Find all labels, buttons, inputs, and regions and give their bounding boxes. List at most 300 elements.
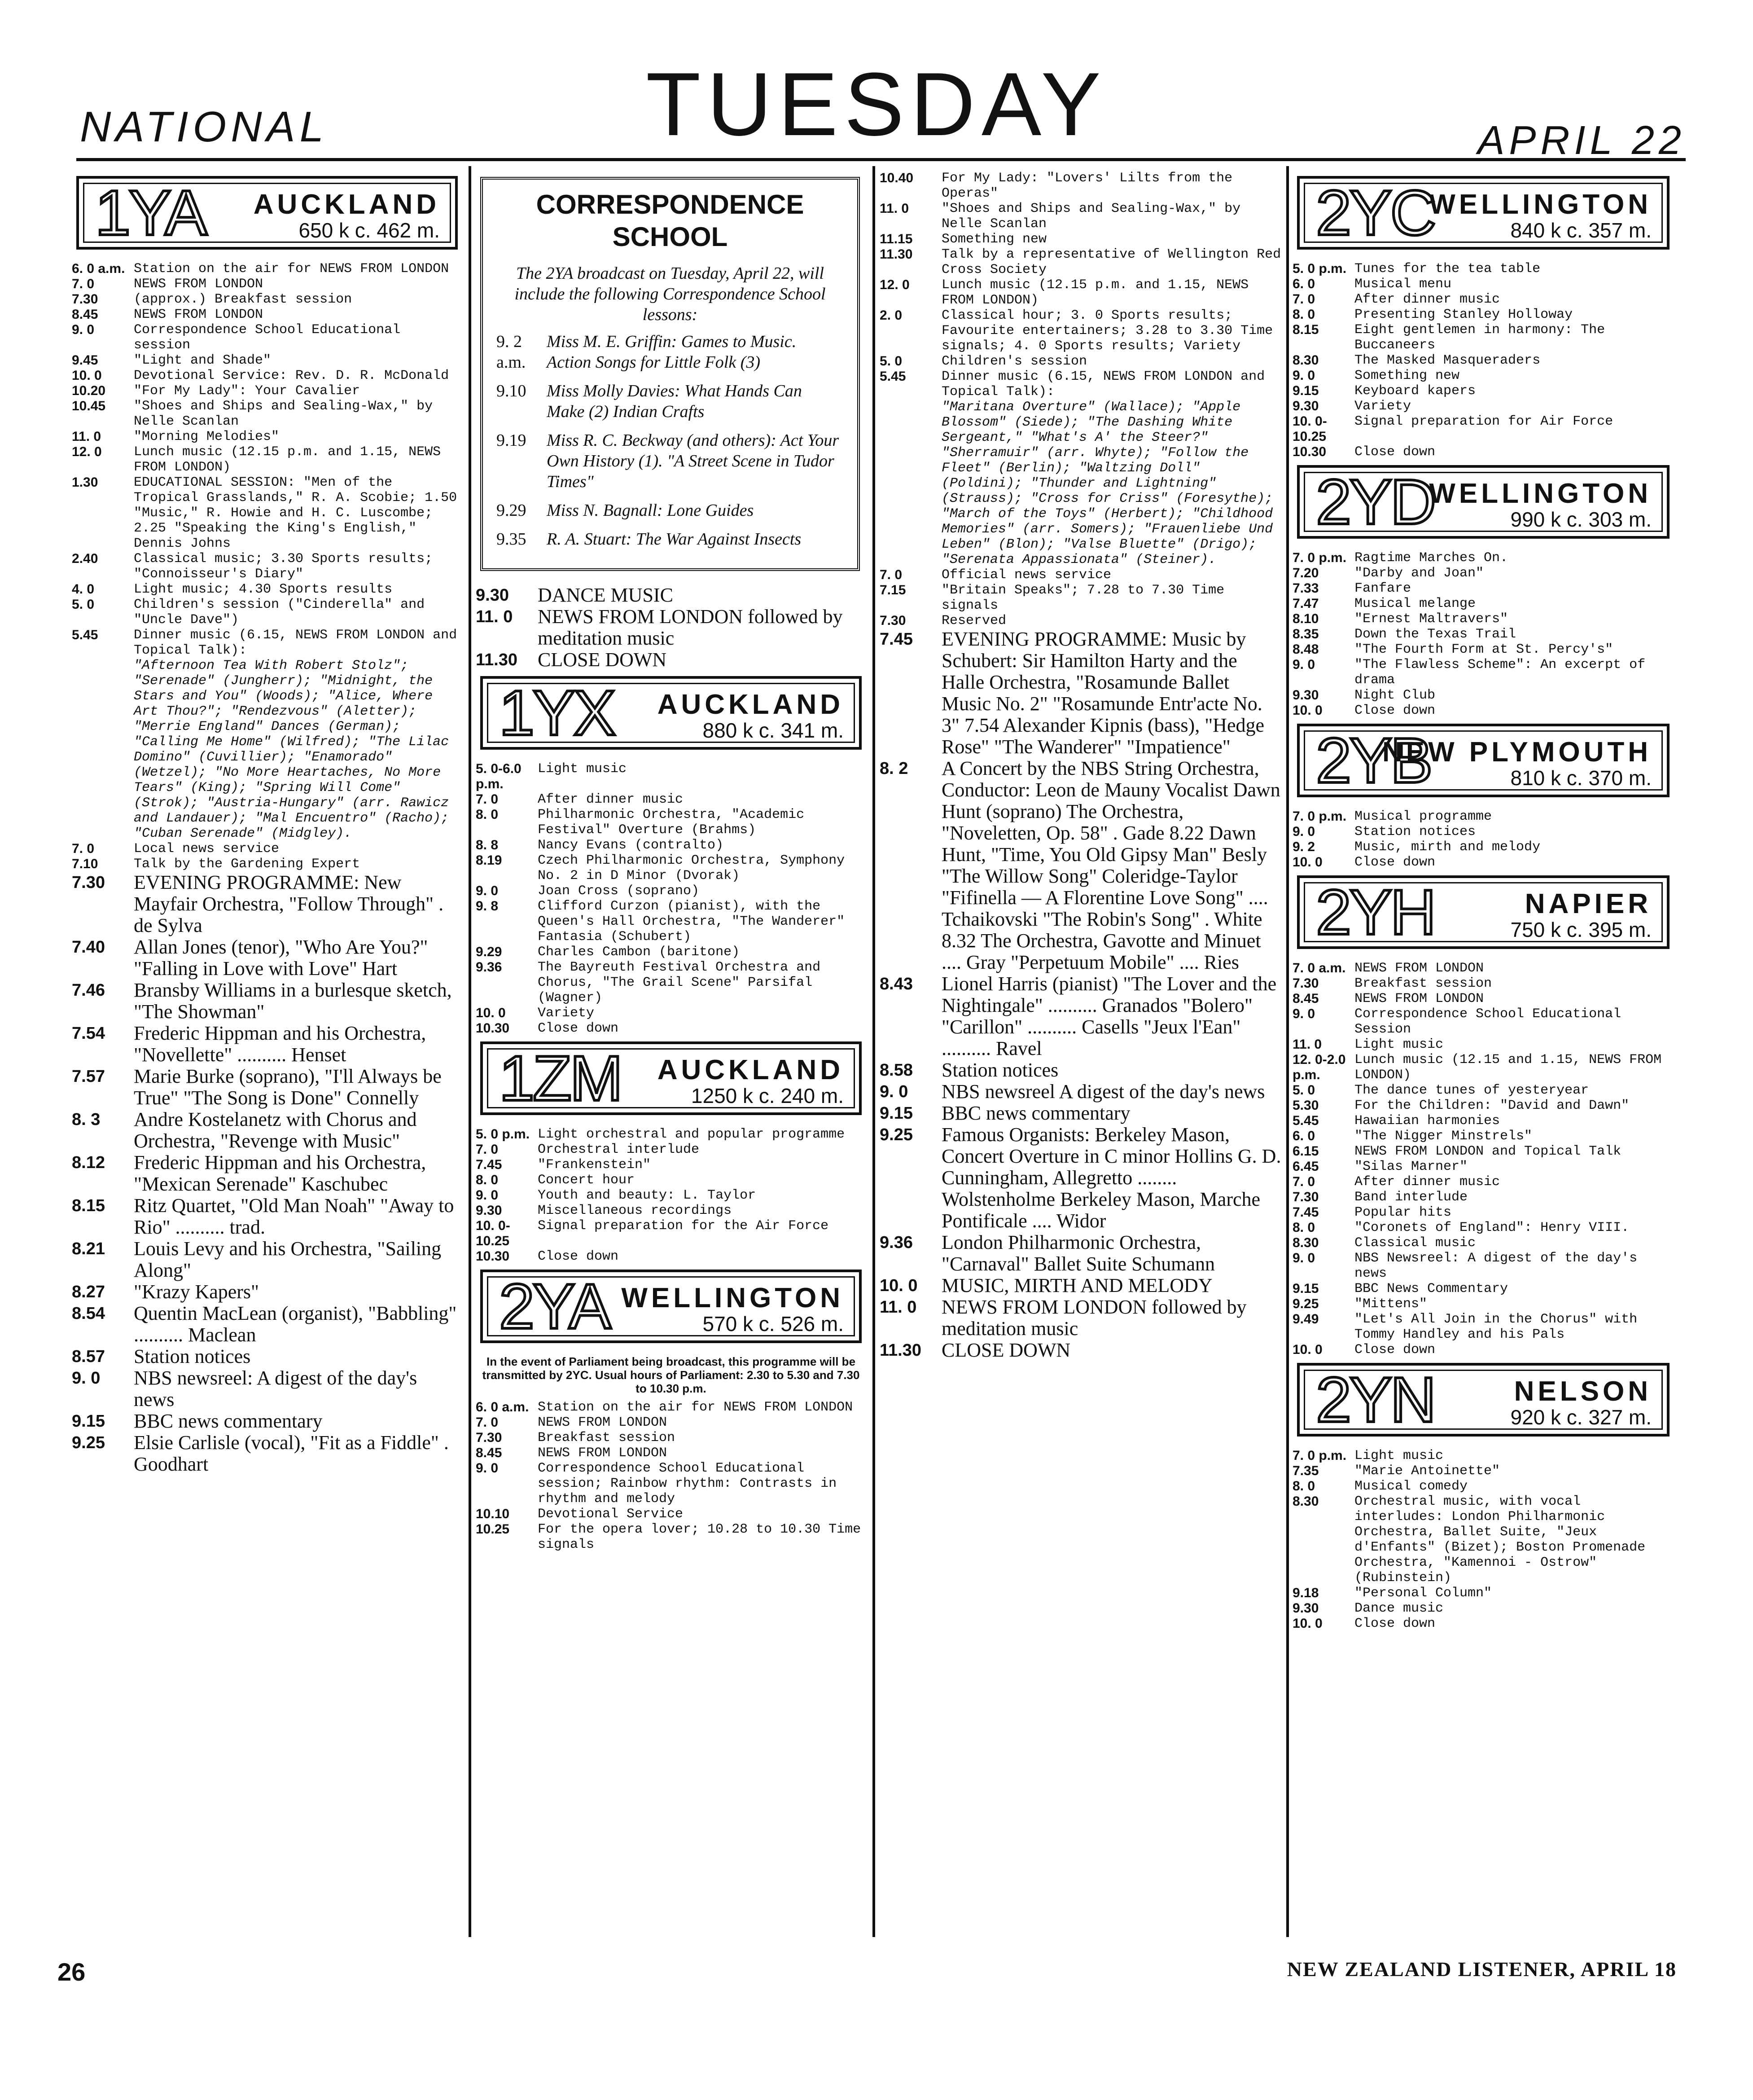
programme-entry bbox=[880, 247, 1284, 277]
programme-entry bbox=[72, 1410, 462, 1432]
programme-text: "The Nigger Minstrels" bbox=[1354, 1129, 1533, 1144]
programme-entry bbox=[72, 368, 462, 383]
programme-text: Variety bbox=[538, 1006, 595, 1021]
programme-entry bbox=[72, 1238, 462, 1281]
programme-text: EVENING PROGRAMME: Music by Schubert: Sir Hamilton Harty and the Halle Orchestra, "Rosamunde Ballet Music No. 2" "Rosamunde Entr'acte No. 3" 7.54 Alexander Kipnis (bass), "Hedge Rose" "The Wanderer" "Impatience" bbox=[942, 628, 1264, 758]
programme-time: 7. 0 a.m. bbox=[1293, 961, 1346, 975]
station-header bbox=[1297, 724, 1670, 797]
programme-text: NBS Newsreel: A digest of the day's news bbox=[1354, 1251, 1638, 1281]
lesson-text: Miss M. E. Griffin: Games to Music. Action Songs for Little Folk (3) bbox=[547, 332, 797, 372]
column-1 bbox=[72, 171, 462, 1475]
column-2 bbox=[476, 171, 866, 1552]
programme-text: Light music; 4.30 Sports results bbox=[134, 582, 393, 597]
lesson-time: 9.10 bbox=[496, 382, 526, 400]
programme-text: Classical music; 3.30 Sports results; "Connoisseur's Diary" bbox=[134, 551, 433, 582]
programme-text: Quentin MacLean (organist), "Babbling" .......... Maclean bbox=[134, 1302, 457, 1346]
programme-text: Breakfast session bbox=[538, 1430, 675, 1445]
programme-text: "Krazy Kapers" bbox=[134, 1281, 259, 1303]
programme-entry bbox=[1293, 596, 1674, 611]
programme-time: 9.25 bbox=[880, 1125, 913, 1144]
programme-text: Fanfare bbox=[1354, 581, 1411, 596]
programme-text: Children's session bbox=[942, 354, 1087, 369]
programme-text: Talk by a representative of Wellington Red Cross Society bbox=[942, 247, 1281, 277]
programme-text: EDUCATIONAL SESSION: "Men of the Tropical Grasslands," R. A. Scobie; 1.50 "Music," R. Howie and H. C. Luscombe; 2.25 "Speaking the King's English," Dennis Johns bbox=[134, 475, 457, 551]
station-frequency: 750 k c. 395 m. bbox=[1510, 918, 1652, 941]
programme-time: 8.54 bbox=[72, 1304, 105, 1323]
correspondence-school-box bbox=[480, 177, 860, 571]
programme-text: Classical music bbox=[1354, 1235, 1476, 1251]
programme-text: Tunes for the tea table bbox=[1354, 261, 1541, 277]
programme-text: Light music bbox=[1354, 1448, 1444, 1463]
programme-time: 7.40 bbox=[72, 938, 105, 957]
programme-text: "The Fourth Form at St. Percy's" bbox=[1354, 642, 1613, 657]
programme-entry bbox=[72, 429, 462, 444]
programme-entry bbox=[72, 307, 462, 322]
programme-time: 6. 0 a.m. bbox=[476, 1400, 529, 1415]
programme-entry bbox=[1293, 581, 1674, 596]
programme-entry bbox=[1293, 1479, 1674, 1494]
programme-text: For the Children: "David and Dawn" bbox=[1354, 1098, 1630, 1113]
programme-text: "Light and Shade" bbox=[134, 353, 272, 368]
programme-entry bbox=[880, 1296, 1284, 1340]
programme-text: Concert hour bbox=[538, 1173, 635, 1188]
programme-text: Classical hour; 3. 0 Sports results; Favourite entertainers; 3.28 to 3.30 Time signals; 4. 0 Sports results; Variety bbox=[942, 308, 1273, 354]
programme-entry bbox=[72, 1066, 462, 1109]
programme-entry bbox=[1293, 976, 1674, 991]
programme-time: 8.45 bbox=[72, 307, 98, 322]
lesson-time: 9.35 bbox=[496, 530, 526, 549]
station-call-sign: 2YH bbox=[1316, 877, 1435, 948]
programme-text: Talk by the Gardening Expert bbox=[134, 857, 360, 872]
programme-text: BBC News Commentary bbox=[1354, 1281, 1508, 1296]
programme-entry bbox=[1293, 399, 1674, 414]
programme-time: 5. 0 bbox=[72, 597, 95, 612]
programme-time: 9. 0 bbox=[476, 1188, 499, 1203]
programme-text: EVENING PROGRAMME: New Mayfair Orchestra, "Follow Through" . de Sylva bbox=[134, 871, 444, 936]
programme-text: "Morning Melodies" bbox=[134, 429, 280, 444]
programme-entry bbox=[476, 853, 866, 883]
programme-entry bbox=[476, 584, 866, 606]
programme-entry bbox=[476, 1127, 866, 1142]
programme-time: 10. 0 bbox=[1293, 703, 1323, 718]
lesson-item bbox=[496, 430, 844, 492]
lesson-item bbox=[496, 331, 844, 373]
programme-text: "Coronets of England": Henry VIII. bbox=[1354, 1220, 1630, 1235]
programme-text: Andre Kostelanetz with Chorus and Orchestra, "Revenge with Music" bbox=[134, 1108, 417, 1152]
programme-entry bbox=[72, 1152, 462, 1195]
programme-text: After dinner music bbox=[538, 792, 684, 807]
programme-entry bbox=[1293, 627, 1674, 642]
programme-time: 10.45 bbox=[72, 399, 106, 413]
programme-entry bbox=[1293, 1616, 1674, 1631]
programme-entry bbox=[1293, 1205, 1674, 1220]
programme-time: 9. 0 bbox=[1293, 824, 1315, 839]
programme-entry bbox=[1293, 688, 1674, 703]
programme-text: Children's session ("Cinderella" and "Uncle Dave") bbox=[134, 597, 425, 628]
programme-entry bbox=[72, 322, 462, 353]
programme-entry bbox=[880, 400, 1284, 567]
programme-time: 8.30 bbox=[1293, 1494, 1319, 1509]
programme-entry bbox=[880, 1340, 1284, 1361]
programme-time: 7. 0 p.m. bbox=[1293, 809, 1347, 824]
programme-text: Band interlude bbox=[1354, 1190, 1468, 1205]
programme-text: Music, mirth and melody bbox=[1354, 839, 1541, 855]
programme-entry bbox=[476, 1203, 866, 1218]
programme-time: 7. 0 bbox=[1293, 292, 1315, 307]
programme-time: 10.25 bbox=[476, 1522, 510, 1537]
programme-entry bbox=[72, 1195, 462, 1238]
station-header bbox=[480, 676, 862, 750]
programme-text: Devotional Service: Rev. D. R. McDonald bbox=[134, 368, 449, 383]
programme-time: 2. 0 bbox=[880, 308, 903, 323]
programme-text: NEWS FROM LONDON bbox=[1354, 991, 1484, 1006]
programme-text: For the opera lover; 10.28 to 10.30 Time signals bbox=[538, 1522, 861, 1552]
column-divider bbox=[1286, 166, 1289, 1937]
programme-time: 11. 0 bbox=[476, 607, 513, 626]
station-city: AUCKLAND bbox=[657, 689, 844, 720]
programme-entry bbox=[1293, 1586, 1674, 1601]
programme-entry bbox=[1293, 292, 1674, 307]
programme-time: 7.33 bbox=[1293, 581, 1319, 596]
programme-text: Nancy Evans (contralto) bbox=[538, 838, 724, 853]
programme-time: 8. 0 bbox=[476, 1173, 499, 1187]
station-city: WELLINGTON bbox=[621, 1283, 844, 1314]
programme-time: 7.15 bbox=[880, 583, 906, 597]
programme-entry bbox=[476, 606, 866, 649]
programme-time: 8.21 bbox=[72, 1239, 105, 1258]
station-header-frame bbox=[1304, 466, 1663, 538]
programme-time: 5.45 bbox=[880, 369, 906, 384]
programme-text: Musical comedy bbox=[1354, 1479, 1468, 1494]
programme-time: 7. 0 bbox=[476, 792, 499, 807]
programme-time: 8.12 bbox=[72, 1153, 105, 1172]
programme-entry bbox=[880, 369, 1284, 400]
station-call-sign: 1ZM bbox=[499, 1043, 621, 1114]
programme-text: Elsie Carlisle (vocal), "Fit as a Fiddle" . Goodhart bbox=[134, 1432, 449, 1475]
programme-entry bbox=[880, 1103, 1284, 1124]
programme-time: 7.30 bbox=[1293, 1190, 1319, 1204]
programme-text: Correspondence School Educational Session bbox=[1354, 1006, 1622, 1037]
programme-time: 7.47 bbox=[1293, 596, 1319, 611]
programme-text: Philharmonic Orchestra, "Academic Festival" Overture (Brahms) bbox=[538, 807, 805, 838]
programme-time: 9. 0 bbox=[72, 322, 95, 337]
programme-text: CLOSE DOWN bbox=[538, 649, 667, 671]
programme-time: 9.45 bbox=[72, 353, 98, 368]
programme-text: "Maritana Overture" (Wallace); "Apple Blossom" (Siede); "The Dashing White Sergeant," "What's A' the Steer?" "Sherramuir" (arr. Whyte); "Follow the Fleet" (Berlin); "Waltzing Doll" (Poldini); "Thunder and Lightning" (Strauss); "Cross for Criss" (Foresythe); "March of the Toys" (Herbert); "Childhood Memories" (arr. Somers); "Frauenliebe Und Leben" (Blon); "Valse Bluette" (Drigo); "Serenata Appassionata" (Steiner). bbox=[942, 400, 1273, 567]
programme-entry bbox=[880, 201, 1284, 232]
programme-time: 7.30 bbox=[880, 613, 906, 628]
programme-time: 7. 0 bbox=[72, 841, 95, 856]
programme-text: "Personal Column" bbox=[1354, 1586, 1492, 1601]
programme-entry bbox=[1293, 1190, 1674, 1205]
programme-time: 8. 0 bbox=[1293, 1220, 1315, 1235]
programme-entry bbox=[72, 1281, 462, 1303]
programme-entry bbox=[1293, 855, 1674, 870]
programme-text: Station on the air for NEWS FROM LONDON bbox=[538, 1400, 853, 1415]
programme-text: DANCE MUSIC bbox=[538, 584, 673, 606]
programme-entry bbox=[880, 628, 1284, 758]
lesson-text: Miss R. C. Beckway (and others): Act Your Own History (1). "A Street Scene in Tudor Times" bbox=[547, 431, 839, 491]
programme-text: Youth and beauty: L. Taylor bbox=[538, 1188, 756, 1203]
programme-entry bbox=[476, 960, 866, 1006]
station-header-frame bbox=[487, 1043, 855, 1114]
programme-text: BBC news commentary bbox=[942, 1102, 1131, 1124]
programme-time: 12. 0 bbox=[72, 444, 102, 459]
programme-time: 9.15 bbox=[1293, 383, 1319, 398]
programme-entry bbox=[476, 1249, 866, 1264]
page-number: 26 bbox=[57, 1958, 86, 1986]
station-call-sign: 2YA bbox=[499, 1271, 609, 1342]
programme-time: 2.40 bbox=[72, 551, 98, 566]
programme-entry bbox=[1293, 1098, 1674, 1113]
programme-entry bbox=[880, 567, 1284, 583]
programme-entry bbox=[476, 1415, 866, 1430]
programme-time: 9.30 bbox=[1293, 399, 1319, 413]
date-heading: APRIL 22 bbox=[1477, 118, 1686, 163]
programme-time: 7.57 bbox=[72, 1067, 105, 1086]
programme-entry bbox=[476, 899, 866, 945]
programme-entry bbox=[1293, 1174, 1674, 1190]
programme-text: Close down bbox=[538, 1249, 619, 1264]
programme-entry bbox=[476, 1157, 866, 1173]
programme-entry bbox=[1293, 611, 1674, 627]
programme-entry bbox=[1293, 277, 1674, 292]
programme-text: After dinner music bbox=[1354, 1174, 1500, 1190]
station-header-frame bbox=[487, 677, 855, 749]
programme-text: Musical menu bbox=[1354, 277, 1452, 292]
programme-entry bbox=[476, 883, 866, 899]
programme-entry bbox=[476, 838, 866, 853]
programme-text: NEWS FROM LONDON bbox=[134, 307, 263, 322]
station-city: WELLINGTON bbox=[1429, 478, 1652, 509]
programme-text: Light orchestral and popular programme bbox=[538, 1127, 845, 1142]
programme-entry bbox=[1293, 550, 1674, 566]
station-frequency: 920 k c. 327 m. bbox=[1510, 1406, 1652, 1429]
programme-time: 8.19 bbox=[476, 853, 502, 868]
station-header-frame bbox=[83, 177, 451, 249]
programme-text: "Silas Marner" bbox=[1354, 1159, 1468, 1174]
station-frequency: 1250 k c. 240 m. bbox=[691, 1084, 844, 1107]
programme-text: Official news service bbox=[942, 567, 1112, 583]
programme-entry bbox=[72, 551, 462, 582]
station-city: WELLINGTON bbox=[1429, 189, 1652, 220]
station-frequency: 990 k c. 303 m. bbox=[1510, 508, 1652, 531]
programme-entry bbox=[476, 1445, 866, 1461]
programme-text: Something new bbox=[1354, 368, 1460, 383]
programme-text: Close down bbox=[1354, 444, 1436, 460]
programme-entry bbox=[1293, 444, 1674, 460]
programme-text: CLOSE DOWN bbox=[942, 1339, 1071, 1361]
programme-time: 8. 0 bbox=[476, 807, 499, 822]
programme-time: 9.36 bbox=[880, 1233, 913, 1252]
programme-time: 8.48 bbox=[1293, 642, 1319, 657]
column-divider bbox=[469, 166, 471, 1937]
station-frequency: 840 k c. 357 m. bbox=[1510, 219, 1652, 242]
programme-time: 8.45 bbox=[476, 1445, 502, 1460]
programme-entry bbox=[1293, 1129, 1674, 1144]
programme-time: 11.15 bbox=[880, 232, 913, 246]
programme-time: 9.18 bbox=[1293, 1586, 1319, 1600]
programme-text: NBS newsreel A digest of the day's news bbox=[942, 1081, 1265, 1103]
programme-text: "Shoes and Ships and Sealing-Wax," by Nelle Scanlan bbox=[134, 399, 433, 429]
programme-text: Station notices bbox=[1354, 824, 1476, 839]
programme-text: "Marie Antoinette" bbox=[1354, 1463, 1500, 1479]
programme-entry bbox=[1293, 322, 1674, 353]
station-call-sign: 2YD bbox=[1316, 466, 1435, 538]
station-city: NELSON bbox=[1514, 1376, 1652, 1407]
programme-time: 10.20 bbox=[72, 383, 106, 398]
programme-time: 8.30 bbox=[1293, 353, 1319, 368]
programme-time: 5.30 bbox=[1293, 1098, 1319, 1113]
programme-text: "Ernest Maltravers" bbox=[1354, 611, 1508, 627]
programme-entry bbox=[1293, 1235, 1674, 1251]
programme-time: 9. 0 bbox=[476, 883, 499, 898]
programme-entry bbox=[1293, 566, 1674, 581]
programme-time: 9. 2 bbox=[1293, 839, 1315, 854]
programme-entry bbox=[880, 758, 1284, 973]
programme-text: Lunch music (12.15 p.m. and 1.15, NEWS FROM LONDON) bbox=[134, 444, 441, 475]
programme-text: The Bayreuth Festival Orchestra and Chorus, "The Grail Scene" Parsifal (Wagner) bbox=[538, 960, 821, 1006]
programme-text: "For My Lady": Your Cavalier bbox=[134, 383, 360, 399]
programme-text: Close down bbox=[538, 1021, 619, 1036]
programme-time: 7.10 bbox=[72, 857, 98, 871]
station-header bbox=[480, 1270, 862, 1343]
programme-time: 9.15 bbox=[72, 1412, 105, 1431]
programme-time: 7.30 bbox=[476, 1430, 502, 1445]
programme-text: Close down bbox=[1354, 1342, 1436, 1358]
station-header-frame bbox=[487, 1271, 855, 1342]
programme-entry bbox=[72, 292, 462, 307]
programme-entry bbox=[1293, 353, 1674, 368]
programme-time: 9. 0 bbox=[1293, 1251, 1315, 1265]
programme-entry bbox=[1293, 1601, 1674, 1616]
lesson-text: Miss N. Bagnall: Lone Guides bbox=[547, 501, 754, 520]
programme-time: 6. 0 a.m. bbox=[72, 261, 125, 276]
programme-time: 9.30 bbox=[476, 586, 509, 605]
programme-time: 7.20 bbox=[1293, 566, 1319, 580]
programme-time: 5. 0 bbox=[1293, 1083, 1315, 1098]
day-heading: TUESDAY bbox=[646, 54, 1107, 154]
programme-time: 10.30 bbox=[1293, 444, 1327, 459]
station-header bbox=[1297, 176, 1670, 250]
programme-entry bbox=[880, 613, 1284, 628]
station-frequency: 880 k c. 341 m. bbox=[702, 719, 844, 742]
programme-text: Ritz Quartet, "Old Man Noah" "Away to Rio" .......... trad. bbox=[134, 1195, 454, 1238]
programme-text: A Concert by the NBS String Orchestra, Conductor: Leon de Mauny Vocalist Dawn Hunt (soprano) The Orchestra, "Noveletten, Op. 58" . Gade 8.22 Dawn Hunt, "Time, You Old Gipsy Man" Besly "The Willow Song" Coleridge-Taylor "Fifinella — A Florentine Love Song" .... Tchaikovski "The Robin's Song" . White 8.32 The Orchestra, Gavotte and Minuet .... Gray "Perpetuum Mobile" .... Ries bbox=[942, 757, 1280, 973]
programme-entry bbox=[1293, 1006, 1674, 1037]
programme-time: 9.49 bbox=[1293, 1312, 1319, 1327]
programme-text: Joan Cross (soprano) bbox=[538, 883, 700, 899]
station-frequency: 810 k c. 370 m. bbox=[1510, 766, 1652, 790]
programme-time: 10. 0 bbox=[72, 368, 102, 383]
programme-time: 7.30 bbox=[72, 873, 105, 892]
parliament-note: In the event of Parliament being broadcast, this programme will be transmitted by 2YC. Usual hours of Parliament: 2.30 to 5.30 and 7.30 to 10.30 p.m. bbox=[482, 1355, 860, 1395]
correspondence-school-title: CORRESPONDENCE SCHOOL bbox=[536, 189, 804, 252]
programme-time: 10.40 bbox=[880, 171, 914, 185]
programme-entry bbox=[1293, 1113, 1674, 1129]
programme-text: Lunch music (12.15 p.m. and 1.15, NEWS FROM LONDON) bbox=[942, 277, 1249, 308]
programme-time: 10.10 bbox=[476, 1507, 510, 1521]
programme-text: The Masked Masqueraders bbox=[1354, 353, 1541, 368]
programme-text: "Darby and Joan" bbox=[1354, 566, 1484, 581]
programme-entry bbox=[1293, 1296, 1674, 1312]
programme-text: London Philharmonic Orchestra, "Carnaval" Ballet Suite Schumann bbox=[942, 1231, 1215, 1275]
programme-text: Miscellaneous recordings bbox=[538, 1203, 732, 1218]
programme-entry bbox=[476, 792, 866, 807]
programme-entry bbox=[476, 1142, 866, 1157]
programme-text: Dinner music (6.15, NEWS FROM LONDON and Topical Talk): bbox=[134, 628, 457, 658]
programme-time: 8. 0 bbox=[1293, 1479, 1315, 1494]
programme-entry bbox=[880, 308, 1284, 354]
programme-text: (approx.) Breakfast session bbox=[134, 292, 352, 307]
region-heading: NATIONAL bbox=[80, 103, 328, 151]
programme-text: NEWS FROM LONDON and Topical Talk bbox=[1354, 1144, 1622, 1159]
programme-time: 9.25 bbox=[72, 1433, 105, 1452]
programme-time: 7. 0 bbox=[476, 1415, 499, 1430]
programme-entry bbox=[72, 444, 462, 475]
programme-time: 10. 0-10.25 bbox=[1293, 414, 1327, 444]
station-call-sign: 1YX bbox=[499, 677, 614, 749]
programme-entry bbox=[72, 277, 462, 292]
programme-entry bbox=[476, 1218, 866, 1249]
programme-time: 9.30 bbox=[1293, 688, 1319, 703]
programme-entry bbox=[1293, 1448, 1674, 1463]
programme-time: 6. 0 bbox=[1293, 1129, 1315, 1143]
programme-text: Frederic Hippman and his Orchestra, "Novellette" .......... Henset bbox=[134, 1022, 426, 1066]
station-header-frame bbox=[1304, 725, 1663, 796]
programme-text: Something new bbox=[942, 232, 1047, 247]
programme-entry bbox=[880, 973, 1284, 1059]
programme-time: 10. 0 bbox=[1293, 1616, 1323, 1631]
programme-entry bbox=[880, 171, 1284, 201]
programme-entry bbox=[1293, 1220, 1674, 1235]
programme-entry bbox=[880, 277, 1284, 308]
programme-time: 9. 0 bbox=[1293, 657, 1315, 672]
programme-time: 9.15 bbox=[1293, 1281, 1319, 1296]
programme-entry bbox=[72, 872, 462, 936]
programme-entry bbox=[476, 1522, 866, 1552]
programme-time: 7. 0 bbox=[476, 1142, 499, 1157]
programme-text: Louis Levy and his Orchestra, "Sailing Along" bbox=[134, 1238, 442, 1281]
programme-entry bbox=[1293, 307, 1674, 322]
programme-text: Variety bbox=[1354, 399, 1411, 414]
lesson-time: 9.29 bbox=[496, 501, 526, 520]
programme-time: 9.29 bbox=[476, 945, 502, 959]
programme-text: NEWS FROM LONDON followed by meditation music bbox=[538, 606, 843, 649]
programme-text: Signal preparation for Air Force bbox=[1354, 414, 1613, 429]
programme-text: Czech Philharmonic Orchestra, Symphony No. 2 in D Minor (Dvorak) bbox=[538, 853, 845, 883]
station-header-frame bbox=[1304, 177, 1663, 249]
programme-time: 7. 0 p.m. bbox=[1293, 1448, 1347, 1463]
programme-entry bbox=[476, 945, 866, 960]
programme-time: 9.30 bbox=[1293, 1601, 1319, 1616]
programme-time: 9. 0 bbox=[1293, 1006, 1315, 1021]
programme-entry bbox=[1293, 703, 1674, 718]
programme-entry bbox=[1293, 1037, 1674, 1052]
programme-text: Dance music bbox=[1354, 1601, 1444, 1616]
programme-text: For My Lady: "Lovers' Lilts from the Operas" bbox=[942, 171, 1233, 201]
programme-time: 7.45 bbox=[476, 1157, 502, 1172]
programme-entry bbox=[72, 1023, 462, 1066]
programme-text: Orchestral music, with vocal interludes: London Philharmonic Orchestra, Ballet Suite, "Jeux d'Enfants" (Bizet); Boston Promenade Orchestra, "Kamennoi - Ostrow" (Rubinstein) bbox=[1354, 1494, 1646, 1586]
programme-text: Local news service bbox=[134, 841, 280, 857]
programme-entry bbox=[1293, 1052, 1674, 1083]
programme-time: 8.35 bbox=[1293, 627, 1319, 641]
programme-text: Signal preparation for the Air Force bbox=[538, 1218, 829, 1234]
programme-entry bbox=[880, 354, 1284, 369]
programme-entry bbox=[72, 1432, 462, 1475]
programme-text: Reserved bbox=[942, 613, 1007, 628]
